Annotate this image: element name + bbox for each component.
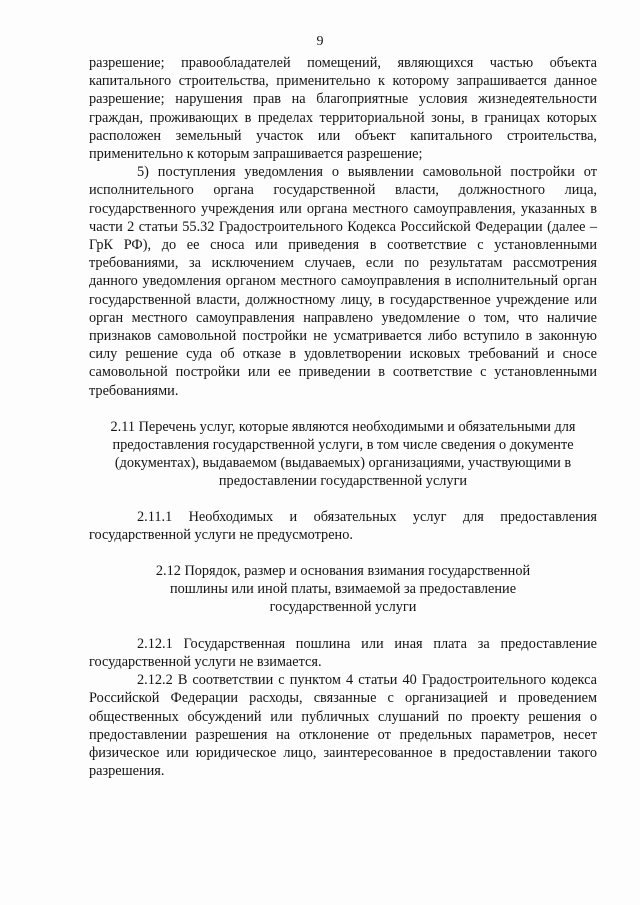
section-heading-2-11: 2.11 Перечень услуг, которые являются необходимыми и обязательными для предоставления государственной услуги, в том числе сведения о документе (документах), выдаваемом (выдаваемых) организациями, участвующими в предоставлении государственной услуги xyxy=(110,418,576,490)
paragraph-item-5: 5) поступления уведомления о выявлении самовольной постройки от исполнительного органа государственной власти, должностного лица, государственного учреждения или органа местного самоуправления, указанных в части 2 статьи 55.32 Градостроительного Кодекса Российской Федерации (далее – ГрК РФ), до ее сноса или приведения в соответствие с установленными требованиями, за исключением случаев, если по результатам рассмотрения данного уведомления органом местного самоуправления в исполнительный орган государственной власти, должностному лицу, в государственное учреждение или орган местного самоуправления направлено уведомление о том, что наличие признаков самовольной постройки не усматривается либо вступило в законную силу решение суда об отказе в удовлетворении исковых требований и сносе самовольной постройки или ее приведении в соответствие с установленными требованиями. xyxy=(89,164,597,399)
page-number: 9 xyxy=(316,34,324,49)
document-body xyxy=(89,54,597,780)
paragraph-2-12-2: 2.12.2 В соответствии с пунктом 4 статьи 40 Градостроительного кодекса Российской Федерации расходы, связанные с организацией и проведением общественных обсуждений или публичных слушаний по проекту решения о предоставлении разрешения на отклонение от предельных параметров, несет физическое или юридическое лицо, заинтересованное в предоставлении такого разрешения. xyxy=(89,672,597,780)
paragraph-2-11-1: 2.11.1 Необходимых и обязательных услуг для предоставления государственной услуги не предусмотрено. xyxy=(89,508,597,543)
section-heading-2-12: 2.12 Порядок, размер и основания взимания государственной пошлины или иной платы, взимаемой за предоставление государственной услуги xyxy=(155,563,531,616)
paragraph-2-12-1: 2.12.1 Государственная пошлина или иная плата за предоставление государственной услуги не взимается. xyxy=(89,635,597,670)
paragraph-continuation: разрешение; правообладателей помещений, являющихся частью объекта капитального строительства, применительно к которому запрашивается данное разрешение; нарушения прав на благоприятные условия жизнедеятельности граждан, проживающих в пределах территориальной зоны, в границах которых расположен земельный участок или объект капитального строительства, применительно к которым запрашивается разрешение; xyxy=(89,55,597,163)
